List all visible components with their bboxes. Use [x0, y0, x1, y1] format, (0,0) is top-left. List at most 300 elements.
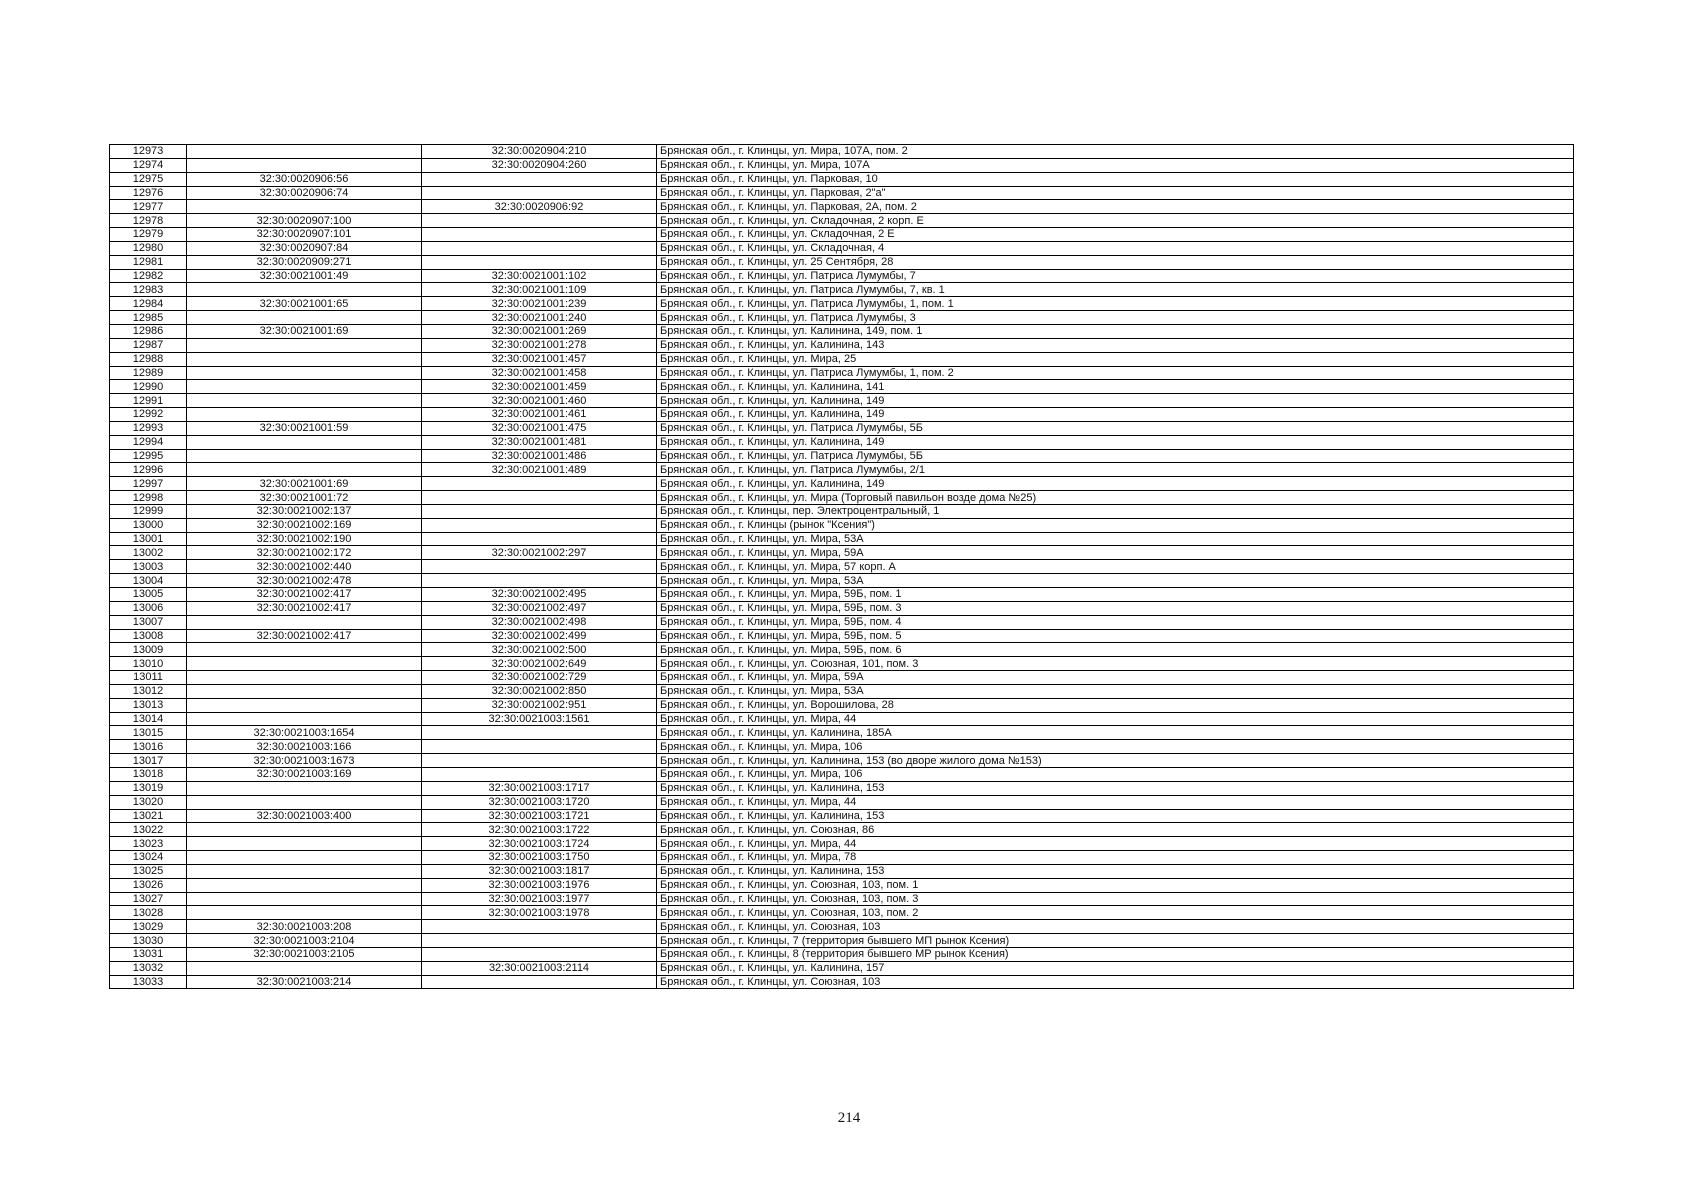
land-cadastral-number-cell: [187, 158, 422, 172]
land-cadastral-number-cell: 32:30:0020907:84: [187, 241, 422, 255]
object-cadastral-number-cell: [422, 255, 657, 269]
address-cell: Брянская обл., г. Клинцы, ул. Калинина, 141: [657, 380, 1574, 394]
row-number-cell: 13009: [110, 643, 187, 657]
row-number-cell: 12977: [110, 200, 187, 214]
row-number-cell: 13021: [110, 809, 187, 823]
table-row: [110, 671, 1574, 685]
land-cadastral-number-cell: 32:30:0021003:1654: [187, 726, 422, 740]
row-number-cell: 13018: [110, 767, 187, 781]
table-row: [110, 726, 1574, 740]
table-row: [110, 158, 1574, 172]
land-cadastral-number-cell: 32:30:0021002:478: [187, 574, 422, 588]
address-cell: Брянская обл., г. Клинцы, ул. Союзная, 103: [657, 920, 1574, 934]
table-row: [110, 892, 1574, 906]
land-cadastral-number-cell: [187, 671, 422, 685]
table-row: [110, 435, 1574, 449]
row-number-cell: 13033: [110, 975, 187, 989]
object-cadastral-number-cell: 32:30:0021001:460: [422, 394, 657, 408]
table-row: [110, 366, 1574, 380]
object-cadastral-number-cell: 32:30:0021003:1721: [422, 809, 657, 823]
row-number-cell: 13016: [110, 740, 187, 754]
land-cadastral-number-cell: 32:30:0020906:56: [187, 172, 422, 186]
row-number-cell: 12994: [110, 435, 187, 449]
table-row: [110, 560, 1574, 574]
land-cadastral-number-cell: [187, 851, 422, 865]
table-row: [110, 228, 1574, 242]
address-cell: Брянская обл., г. Клинцы, ул. Складочная, 2 корп. Е: [657, 214, 1574, 228]
table-row: [110, 408, 1574, 422]
row-number-cell: 13022: [110, 823, 187, 837]
address-cell: Брянская обл., г. Клинцы (рынок "Ксения"): [657, 518, 1574, 532]
object-cadastral-number-cell: 32:30:0021002:297: [422, 546, 657, 560]
land-cadastral-number-cell: 32:30:0021003:400: [187, 809, 422, 823]
object-cadastral-number-cell: [422, 477, 657, 491]
table-row: [110, 629, 1574, 643]
land-cadastral-number-cell: 32:30:0021001:59: [187, 421, 422, 435]
row-number-cell: 12976: [110, 186, 187, 200]
address-cell: Брянская обл., г. Клинцы, ул. Мира, 44: [657, 712, 1574, 726]
object-cadastral-number-cell: 32:30:0021002:850: [422, 684, 657, 698]
table-row: [110, 740, 1574, 754]
address-cell: Брянская обл., г. Клинцы, ул. Союзная, 103, пом. 3: [657, 892, 1574, 906]
land-cadastral-number-cell: 32:30:0020907:100: [187, 214, 422, 228]
land-cadastral-number-cell: [187, 311, 422, 325]
object-cadastral-number-cell: 32:30:0021002:499: [422, 629, 657, 643]
address-cell: Брянская обл., г. Клинцы, ул. Мира, 59Б, пом. 4: [657, 615, 1574, 629]
table-row: [110, 754, 1574, 768]
row-number-cell: 13012: [110, 684, 187, 698]
row-number-cell: 12986: [110, 324, 187, 338]
address-cell: Брянская обл., г. Клинцы, ул. Союзная, 101, пом. 3: [657, 657, 1574, 671]
table-row: [110, 532, 1574, 546]
table-row: [110, 546, 1574, 560]
address-cell: Брянская обл., г. Клинцы, пер. Электроцентральный, 1: [657, 504, 1574, 518]
row-number-cell: 13030: [110, 934, 187, 948]
object-cadastral-number-cell: 32:30:0021001:458: [422, 366, 657, 380]
row-number-cell: 13026: [110, 878, 187, 892]
row-number-cell: 12988: [110, 352, 187, 366]
row-number-cell: 13015: [110, 726, 187, 740]
address-cell: Брянская обл., г. Клинцы, ул. Мира, 59Б, пом. 6: [657, 643, 1574, 657]
row-number-cell: 13031: [110, 947, 187, 961]
address-cell: Брянская обл., г. Клинцы, ул. Патриса Лумумбы, 1, пом. 1: [657, 297, 1574, 311]
address-cell: Брянская обл., г. Клинцы, ул. Мира, 57 корп. А: [657, 560, 1574, 574]
object-cadastral-number-cell: 32:30:0021001:457: [422, 352, 657, 366]
address-cell: Брянская обл., г. Клинцы, ул. Ворошилова, 28: [657, 698, 1574, 712]
table-row: [110, 851, 1574, 865]
land-cadastral-number-cell: 32:30:0021001:69: [187, 324, 422, 338]
address-cell: Брянская обл., г. Клинцы, ул. Патриса Лумумбы, 7: [657, 269, 1574, 283]
address-cell: Брянская обл., г. Клинцы, ул. Калинина, 153: [657, 781, 1574, 795]
address-cell: Брянская обл., г. Клинцы, ул. Патриса Лумумбы, 3: [657, 311, 1574, 325]
object-cadastral-number-cell: 32:30:0021001:269: [422, 324, 657, 338]
land-cadastral-number-cell: 32:30:0021002:172: [187, 546, 422, 560]
land-cadastral-number-cell: [187, 145, 422, 159]
row-number-cell: 13019: [110, 781, 187, 795]
address-cell: Брянская обл., г. Клинцы, 8 (территория бывшего МР рынок Ксения): [657, 947, 1574, 961]
object-cadastral-number-cell: 32:30:0021001:489: [422, 463, 657, 477]
address-cell: Брянская обл., г. Клинцы, ул. Мира, 106: [657, 767, 1574, 781]
row-number-cell: 13007: [110, 615, 187, 629]
object-cadastral-number-cell: 32:30:0021001:459: [422, 380, 657, 394]
land-cadastral-number-cell: [187, 684, 422, 698]
table-row: [110, 698, 1574, 712]
row-number-cell: 13014: [110, 712, 187, 726]
object-cadastral-number-cell: [422, 726, 657, 740]
object-cadastral-number-cell: [422, 518, 657, 532]
address-cell: Брянская обл., г. Клинцы, ул. Мира, 25: [657, 352, 1574, 366]
object-cadastral-number-cell: 32:30:0021003:1724: [422, 837, 657, 851]
land-cadastral-number-cell: 32:30:0021003:2105: [187, 947, 422, 961]
land-cadastral-number-cell: 32:30:0021001:69: [187, 477, 422, 491]
row-number-cell: 12998: [110, 491, 187, 505]
land-cadastral-number-cell: [187, 463, 422, 477]
address-cell: Брянская обл., г. Клинцы, ул. Мира, 59А: [657, 546, 1574, 560]
address-cell: Брянская обл., г. Клинцы, ул. Складочная, 4: [657, 241, 1574, 255]
land-cadastral-number-cell: [187, 657, 422, 671]
object-cadastral-number-cell: [422, 920, 657, 934]
land-cadastral-number-cell: 32:30:0021003:208: [187, 920, 422, 934]
address-cell: Брянская обл., г. Клинцы, ул. Мира, 107А: [657, 158, 1574, 172]
object-cadastral-number-cell: [422, 214, 657, 228]
address-cell: Брянская обл., г. Клинцы, ул. Мира, 53А: [657, 684, 1574, 698]
table-row: [110, 297, 1574, 311]
land-cadastral-number-cell: [187, 906, 422, 920]
address-cell: Брянская обл., г. Клинцы, ул. Парковая, 2"а": [657, 186, 1574, 200]
address-cell: Брянская обл., г. Клинцы, ул. Калинина, 153: [657, 809, 1574, 823]
land-cadastral-number-cell: [187, 338, 422, 352]
row-number-cell: 12982: [110, 269, 187, 283]
land-cadastral-number-cell: [187, 864, 422, 878]
address-cell: Брянская обл., г. Клинцы, ул. Парковая, 10: [657, 172, 1574, 186]
address-cell: Брянская обл., г. Клинцы, ул. Мира, 44: [657, 795, 1574, 809]
land-cadastral-number-cell: [187, 961, 422, 975]
land-cadastral-number-cell: [187, 712, 422, 726]
object-cadastral-number-cell: 32:30:0021002:951: [422, 698, 657, 712]
table-row: [110, 283, 1574, 297]
registry-table: [109, 144, 1574, 989]
table-row: [110, 338, 1574, 352]
address-cell: Брянская обл., г. Клинцы, ул. Патриса Лумумбы, 2/1: [657, 463, 1574, 477]
object-cadastral-number-cell: 32:30:0021001:240: [422, 311, 657, 325]
address-cell: Брянская обл., г. Клинцы, ул. Патриса Лумумбы, 5Б: [657, 421, 1574, 435]
row-number-cell: 12992: [110, 408, 187, 422]
object-cadastral-number-cell: 32:30:0021001:109: [422, 283, 657, 297]
table-row: [110, 837, 1574, 851]
address-cell: Брянская обл., г. Клинцы, ул. Калинина, 149: [657, 394, 1574, 408]
land-cadastral-number-cell: [187, 283, 422, 297]
object-cadastral-number-cell: [422, 504, 657, 518]
row-number-cell: 13013: [110, 698, 187, 712]
land-cadastral-number-cell: [187, 435, 422, 449]
address-cell: Брянская обл., г. Клинцы, ул. Союзная, 103: [657, 975, 1574, 989]
object-cadastral-number-cell: 32:30:0021002:649: [422, 657, 657, 671]
object-cadastral-number-cell: [422, 934, 657, 948]
land-cadastral-number-cell: [187, 394, 422, 408]
table-row: [110, 255, 1574, 269]
table-row: [110, 449, 1574, 463]
object-cadastral-number-cell: 32:30:0021002:498: [422, 615, 657, 629]
row-number-cell: 13025: [110, 864, 187, 878]
table-row: [110, 145, 1574, 159]
address-cell: Брянская обл., г. Клинцы, ул. Калинина, 185А: [657, 726, 1574, 740]
row-number-cell: 12999: [110, 504, 187, 518]
address-cell: Брянская обл., г. Клинцы, ул. Мира, 53А: [657, 532, 1574, 546]
row-number-cell: 13010: [110, 657, 187, 671]
land-cadastral-number-cell: [187, 823, 422, 837]
row-number-cell: 12975: [110, 172, 187, 186]
table-row: [110, 463, 1574, 477]
address-cell: Брянская обл., г. Клинцы, ул. Патриса Лумумбы, 7, кв. 1: [657, 283, 1574, 297]
land-cadastral-number-cell: [187, 795, 422, 809]
table-row: [110, 574, 1574, 588]
table-row: [110, 864, 1574, 878]
table-row: [110, 311, 1574, 325]
row-number-cell: 13006: [110, 601, 187, 615]
land-cadastral-number-cell: 32:30:0021002:190: [187, 532, 422, 546]
registry-table-body: [110, 145, 1574, 989]
object-cadastral-number-cell: [422, 532, 657, 546]
table-row: [110, 809, 1574, 823]
address-cell: Брянская обл., г. Клинцы, ул. Калинина, 149: [657, 408, 1574, 422]
land-cadastral-number-cell: 32:30:0021001:65: [187, 297, 422, 311]
row-number-cell: 13003: [110, 560, 187, 574]
land-cadastral-number-cell: [187, 366, 422, 380]
land-cadastral-number-cell: [187, 643, 422, 657]
object-cadastral-number-cell: 32:30:0021002:729: [422, 671, 657, 685]
table-row: [110, 781, 1574, 795]
object-cadastral-number-cell: [422, 975, 657, 989]
land-cadastral-number-cell: 32:30:0021003:169: [187, 767, 422, 781]
address-cell: Брянская обл., г. Клинцы, ул. Союзная, 103, пом. 1: [657, 878, 1574, 892]
land-cadastral-number-cell: 32:30:0021002:440: [187, 560, 422, 574]
table-row: [110, 421, 1574, 435]
row-number-cell: 12995: [110, 449, 187, 463]
row-number-cell: 13027: [110, 892, 187, 906]
land-cadastral-number-cell: [187, 380, 422, 394]
land-cadastral-number-cell: 32:30:0020907:101: [187, 228, 422, 242]
table-row: [110, 934, 1574, 948]
table-row: [110, 241, 1574, 255]
table-row: [110, 601, 1574, 615]
object-cadastral-number-cell: 32:30:0021003:1978: [422, 906, 657, 920]
object-cadastral-number-cell: 32:30:0020906:92: [422, 200, 657, 214]
object-cadastral-number-cell: 32:30:0021003:1717: [422, 781, 657, 795]
address-cell: Брянская обл., г. Клинцы, ул. Союзная, 86: [657, 823, 1574, 837]
land-cadastral-number-cell: [187, 781, 422, 795]
address-cell: Брянская обл., г. Клинцы, ул. Калинина, 149: [657, 435, 1574, 449]
object-cadastral-number-cell: [422, 241, 657, 255]
object-cadastral-number-cell: [422, 172, 657, 186]
row-number-cell: 13001: [110, 532, 187, 546]
object-cadastral-number-cell: [422, 767, 657, 781]
address-cell: Брянская обл., г. Клинцы, ул. Мира, 78: [657, 851, 1574, 865]
row-number-cell: 13017: [110, 754, 187, 768]
land-cadastral-number-cell: 32:30:0021002:169: [187, 518, 422, 532]
land-cadastral-number-cell: 32:30:0021002:417: [187, 629, 422, 643]
table-row: [110, 975, 1574, 989]
address-cell: Брянская обл., г. Клинцы, ул. Союзная, 103, пом. 2: [657, 906, 1574, 920]
table-row: [110, 269, 1574, 283]
object-cadastral-number-cell: 32:30:0021002:497: [422, 601, 657, 615]
row-number-cell: 12985: [110, 311, 187, 325]
row-number-cell: 13024: [110, 851, 187, 865]
object-cadastral-number-cell: 32:30:0021001:239: [422, 297, 657, 311]
table-row: [110, 518, 1574, 532]
address-cell: Брянская обл., г. Клинцы, ул. Мира, 107А, пом. 2: [657, 145, 1574, 159]
address-cell: Брянская обл., г. Клинцы, 7 (территория бывшего МП рынок Ксения): [657, 934, 1574, 948]
page-number: 214: [837, 1110, 861, 1126]
object-cadastral-number-cell: [422, 740, 657, 754]
table-row: [110, 172, 1574, 186]
address-cell: Брянская обл., г. Клинцы, ул. Мира (Торговый павильон возде дома №25): [657, 491, 1574, 505]
address-cell: Брянская обл., г. Клинцы, ул. Мира, 59Б, пом. 3: [657, 601, 1574, 615]
land-cadastral-number-cell: 32:30:0021001:49: [187, 269, 422, 283]
table-row: [110, 615, 1574, 629]
row-number-cell: 12987: [110, 338, 187, 352]
object-cadastral-number-cell: 32:30:0021003:1750: [422, 851, 657, 865]
row-number-cell: 13005: [110, 588, 187, 602]
object-cadastral-number-cell: 32:30:0021003:1561: [422, 712, 657, 726]
table-row: [110, 712, 1574, 726]
object-cadastral-number-cell: [422, 228, 657, 242]
row-number-cell: 12980: [110, 241, 187, 255]
address-cell: Брянская обл., г. Клинцы, ул. Патриса Лумумбы, 5Б: [657, 449, 1574, 463]
table-row: [110, 394, 1574, 408]
row-number-cell: 13002: [110, 546, 187, 560]
land-cadastral-number-cell: 32:30:0021002:137: [187, 504, 422, 518]
land-cadastral-number-cell: [187, 352, 422, 366]
object-cadastral-number-cell: 32:30:0021003:1817: [422, 864, 657, 878]
object-cadastral-number-cell: 32:30:0021002:500: [422, 643, 657, 657]
row-number-cell: 13011: [110, 671, 187, 685]
table-row: [110, 878, 1574, 892]
object-cadastral-number-cell: [422, 491, 657, 505]
address-cell: Брянская обл., г. Клинцы, ул. Мира, 59Б, пом. 5: [657, 629, 1574, 643]
land-cadastral-number-cell: 32:30:0021003:166: [187, 740, 422, 754]
table-row: [110, 491, 1574, 505]
land-cadastral-number-cell: 32:30:0021002:417: [187, 588, 422, 602]
row-number-cell: 12983: [110, 283, 187, 297]
object-cadastral-number-cell: 32:30:0021001:486: [422, 449, 657, 463]
address-cell: Брянская обл., г. Клинцы, ул. Складочная, 2 Е: [657, 228, 1574, 242]
table-row: [110, 504, 1574, 518]
table-row: [110, 477, 1574, 491]
table-row: [110, 684, 1574, 698]
row-number-cell: 12973: [110, 145, 187, 159]
row-number-cell: 12974: [110, 158, 187, 172]
land-cadastral-number-cell: 32:30:0021001:72: [187, 491, 422, 505]
object-cadastral-number-cell: 32:30:0021001:475: [422, 421, 657, 435]
table-row: [110, 352, 1574, 366]
object-cadastral-number-cell: 32:30:0021001:278: [422, 338, 657, 352]
address-cell: Брянская обл., г. Клинцы, ул. Парковая, 2А, пом. 2: [657, 200, 1574, 214]
row-number-cell: 12979: [110, 228, 187, 242]
table-row: [110, 588, 1574, 602]
land-cadastral-number-cell: 32:30:0021003:2104: [187, 934, 422, 948]
object-cadastral-number-cell: 32:30:0021003:1720: [422, 795, 657, 809]
row-number-cell: 13020: [110, 795, 187, 809]
object-cadastral-number-cell: [422, 947, 657, 961]
land-cadastral-number-cell: [187, 408, 422, 422]
object-cadastral-number-cell: 32:30:0021003:1976: [422, 878, 657, 892]
land-cadastral-number-cell: [187, 449, 422, 463]
land-cadastral-number-cell: 32:30:0021003:1673: [187, 754, 422, 768]
row-number-cell: 13032: [110, 961, 187, 975]
object-cadastral-number-cell: [422, 186, 657, 200]
address-cell: Брянская обл., г. Клинцы, ул. Мира, 59Б, пом. 1: [657, 588, 1574, 602]
object-cadastral-number-cell: 32:30:0020904:210: [422, 145, 657, 159]
row-number-cell: 12978: [110, 214, 187, 228]
row-number-cell: 13004: [110, 574, 187, 588]
table-row: [110, 324, 1574, 338]
object-cadastral-number-cell: 32:30:0021003:1722: [422, 823, 657, 837]
address-cell: Брянская обл., г. Клинцы, ул. Патриса Лумумбы, 1, пом. 2: [657, 366, 1574, 380]
address-cell: Брянская обл., г. Клинцы, ул. Мира, 44: [657, 837, 1574, 851]
row-number-cell: 12991: [110, 394, 187, 408]
object-cadastral-number-cell: [422, 560, 657, 574]
land-cadastral-number-cell: [187, 892, 422, 906]
table-row: [110, 961, 1574, 975]
row-number-cell: 12984: [110, 297, 187, 311]
row-number-cell: 13028: [110, 906, 187, 920]
object-cadastral-number-cell: 32:30:0021002:495: [422, 588, 657, 602]
object-cadastral-number-cell: 32:30:0020904:260: [422, 158, 657, 172]
row-number-cell: 12981: [110, 255, 187, 269]
address-cell: Брянская обл., г. Клинцы, ул. Мира, 59А: [657, 671, 1574, 685]
table-row: [110, 380, 1574, 394]
row-number-cell: 12989: [110, 366, 187, 380]
table-row: [110, 214, 1574, 228]
object-cadastral-number-cell: [422, 574, 657, 588]
address-cell: Брянская обл., г. Клинцы, ул. Мира, 106: [657, 740, 1574, 754]
object-cadastral-number-cell: 32:30:0021001:481: [422, 435, 657, 449]
row-number-cell: 12990: [110, 380, 187, 394]
object-cadastral-number-cell: [422, 754, 657, 768]
land-cadastral-number-cell: 32:30:0020909:271: [187, 255, 422, 269]
table-row: [110, 643, 1574, 657]
table-row: [110, 920, 1574, 934]
address-cell: Брянская обл., г. Клинцы, ул. Калинина, 153: [657, 864, 1574, 878]
row-number-cell: 13023: [110, 837, 187, 851]
object-cadastral-number-cell: 32:30:0021001:461: [422, 408, 657, 422]
table-row: [110, 657, 1574, 671]
object-cadastral-number-cell: 32:30:0021003:1977: [422, 892, 657, 906]
address-cell: Брянская обл., г. Клинцы, ул. Калинина, 149, пом. 1: [657, 324, 1574, 338]
land-cadastral-number-cell: 32:30:0021002:417: [187, 601, 422, 615]
table-row: [110, 795, 1574, 809]
address-cell: Брянская обл., г. Клинцы, ул. Калинина, 149: [657, 477, 1574, 491]
address-cell: Брянская обл., г. Клинцы, ул. Калинина, 153 (во дворе жилого дома №153): [657, 754, 1574, 768]
row-number-cell: 12996: [110, 463, 187, 477]
address-cell: Брянская обл., г. Клинцы, ул. Калинина, 143: [657, 338, 1574, 352]
land-cadastral-number-cell: [187, 837, 422, 851]
land-cadastral-number-cell: 32:30:0020906:74: [187, 186, 422, 200]
table-row: [110, 186, 1574, 200]
row-number-cell: 13029: [110, 920, 187, 934]
land-cadastral-number-cell: 32:30:0021003:214: [187, 975, 422, 989]
row-number-cell: 12997: [110, 477, 187, 491]
land-cadastral-number-cell: [187, 615, 422, 629]
table-row: [110, 200, 1574, 214]
row-number-cell: 13000: [110, 518, 187, 532]
address-cell: Брянская обл., г. Клинцы, ул. Мира, 53А: [657, 574, 1574, 588]
object-cadastral-number-cell: 32:30:0021001:102: [422, 269, 657, 283]
table-row: [110, 906, 1574, 920]
land-cadastral-number-cell: [187, 200, 422, 214]
table-row: [110, 767, 1574, 781]
address-cell: Брянская обл., г. Клинцы, ул. Калинина, 157: [657, 961, 1574, 975]
